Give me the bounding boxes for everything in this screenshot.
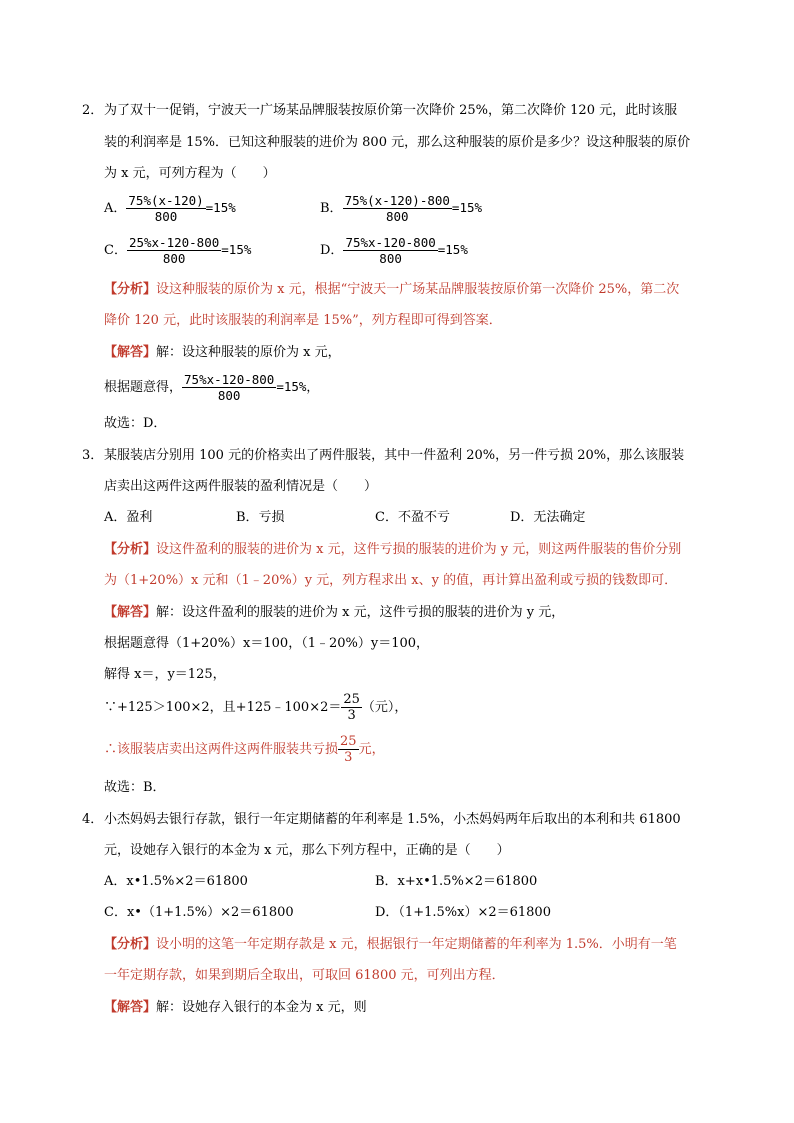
q4-line1: 小杰妈妈去银行存款，银行一年定期储蓄的年利率是 1.5%，小杰妈妈两年后取出的本利和共 61800: [104, 812, 681, 827]
q3-answer-line5: ∴该服装店卖出这两件这两件服装共亏损 $\frac{25}{3}$ 元，: [104, 734, 385, 765]
q4-option-d: D．（1+1.5%x）×2＝61800: [375, 905, 551, 920]
q2-analysis-line1: 【分析】设这种服装的原价为 x 元，根据“宁波天一广场某品牌服装按原价第一次降价 25%，第二次: [104, 282, 680, 297]
q2-option-b-fraction: $\frac{75\%(x-120)-800}{800}$: [344, 193, 450, 224]
q3-line1: 某服装店分别用 100 元的价格卖出了两件服装，其中一件盈利 20%，另一件亏损 20%，那么该服装: [104, 448, 685, 463]
q3-answer-line4: ∵+125＞100×2，且+125﹣100×2＝ $\frac{25}{3}$ （元），: [104, 692, 408, 723]
q3-number: 3．: [82, 448, 104, 463]
q3-analysis-line2: 为（1+20%）x 元和（1﹣20%）y 元，列方程求出 x、y 的值，再计算出盈利或亏损的钱数即可．: [104, 573, 678, 588]
q2-number: 2．: [82, 103, 104, 118]
q4-option-b: B．x+x•1.5%×2＝61800: [375, 874, 538, 889]
q2-option-a: A． $\frac{75\%(x-120)}{800}$ =15%: [104, 193, 236, 224]
q4-number: 4．: [82, 812, 104, 827]
q2-option-a-fraction: $\frac{75\%(x-120)}{800}$: [128, 193, 204, 224]
q2-option-c-fraction: $\frac{25\%x-120-800}{800}$: [128, 235, 220, 266]
q4-answer-line1: 【解答】解：设她存入银行的本金为 x 元，则: [104, 1000, 367, 1015]
q3-answer-line3: 解得 x＝，y＝125，: [104, 667, 226, 682]
q2-option-d-fraction: $\frac{75\%x-120-800}{800}$: [345, 235, 436, 266]
q3-option-c: C．不盈不亏: [375, 510, 450, 525]
q2-answer-equation: 根据题意得， $\frac{75\%x-120-800}{800}$ =15%，: [104, 372, 319, 403]
q3-analysis-line1: 【分析】设这件盈利的服装的进价为 x 元，这件亏损的服装的进价为 y 元，则这两件服装的售价分别: [104, 542, 682, 557]
q3-answer-line2: 根据题意得（1+20%）x＝100，（1﹣20%）y＝100，: [104, 636, 430, 651]
q2-line2: 装的利润率是 15%．已知这种服装的进价为 800 元，那么这种服装的原价是多少？设这种服装的原价: [104, 135, 691, 150]
q4-line2: 元，设她存入银行的本金为 x 元，那么下列方程中，正确的是（ ）: [104, 843, 510, 858]
q2-choice: 故选：D．: [104, 416, 167, 431]
q3-line2: 店卖出这两件这两件服装的盈利情况是（ ）: [104, 479, 378, 494]
q3-option-a: A．盈利: [104, 510, 153, 525]
q3-answer-fraction-2: $\frac{25}{3}$: [340, 734, 357, 765]
q4-analysis-line1: 【分析】设小明的这笔一年定期存款是 x 元，根据银行一年定期储蓄的年利率为 1.5%．小明有一笔: [104, 937, 677, 952]
q2-answer-line1: 【解答】解：设这种服装的原价为 x 元，: [104, 345, 341, 360]
q4-option-a: A．x•1.5%×2＝61800: [104, 874, 248, 889]
q2-option-c: C． $\frac{25\%x-120-800}{800}$ =15%: [104, 235, 252, 266]
q3-option-b: B．亏损: [236, 510, 285, 525]
q2-answer-fraction: $\frac{75\%x-120-800}{800}$: [184, 372, 275, 403]
q4-analysis-line2: 一年定期存款，如果到期后全取出，可取回 61800 元，可列出方程．: [104, 968, 505, 983]
q3-answer-fraction-1: $\frac{25}{3}$: [343, 692, 360, 723]
q3-choice: 故选：B．: [104, 780, 166, 795]
q4-option-c: C．x•（1+1.5%）×2＝61800: [104, 905, 294, 920]
q3-answer-line1: 【解答】解：设这件盈利的服装的进价为 x 元，这件亏损的服装的进价为 y 元，: [104, 605, 565, 620]
q2-analysis-line2: 降价 120 元，此时该服装的利润率是 15%”，列方程即可得到答案．: [104, 313, 502, 328]
q2-option-b: B． $\frac{75\%(x-120)-800}{800}$ =15%: [320, 193, 483, 224]
q3-option-d: D．无法确定: [510, 510, 586, 525]
q2-line1: 为了双十一促销，宁波天一广场某品牌服装按原价第一次降价 25%，第二次降价 120 元，此时该服: [104, 103, 678, 118]
q2-line3: 为 x 元，可列方程为（ ）: [104, 166, 276, 181]
q2-option-d: D． $\frac{75\%x-120-800}{800}$ =15%: [320, 235, 468, 266]
